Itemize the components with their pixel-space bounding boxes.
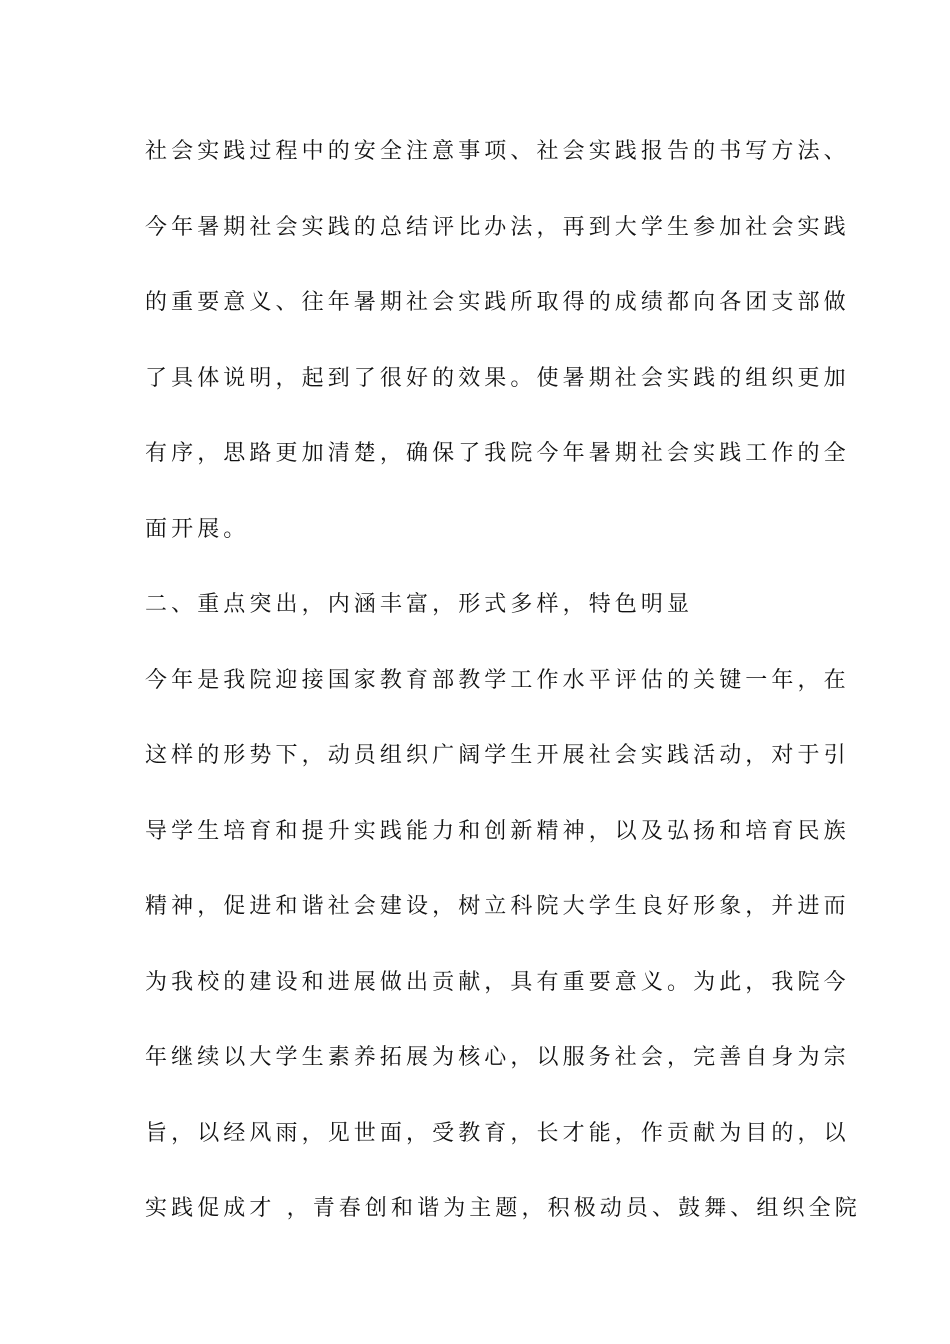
text-line: 的重要意义、往年暑期社会实践所取得的成绩都向各团支部做 <box>145 290 850 315</box>
text-line: 今年暑期社会实践的总结评比办法，再到大学生参加社会实践 <box>145 214 850 240</box>
text-line: 社会实践过程中的安全注意事项、社会实践报告的书写方法、 <box>145 139 850 164</box>
text-line: 旨，以经风雨，见世面，受教育，长才能，作贡献为目的，以 <box>145 1120 850 1146</box>
text-line: 导学生培育和提升实践能力和创新精神，以及弘扬和培育民族 <box>145 818 850 844</box>
section-heading: 二、重点突出，内涵丰富，形式多样，特色明显 <box>145 592 694 617</box>
text-line: 有序，思路更加清楚，确保了我院今年暑期社会实践工作的全 <box>145 441 850 466</box>
text-line: 年继续以大学生素养拓展为核心，以服务社会，完善自身为宗 <box>145 1045 850 1070</box>
text-line: 实践促成才 ，青春创和谐为主题，积极动员、鼓舞、组织全院 <box>145 1196 861 1221</box>
document-body <box>145 130 861 1263</box>
text-line: 面开展。 <box>145 516 250 542</box>
text-line: 了具体说明，起到了很好的效果。使暑期社会实践的组织更加 <box>145 365 850 391</box>
text-line: 为我校的建设和进展做出贡献，具有重要意义。为此，我院今 <box>145 969 850 995</box>
text-line: 精神，促进和谐社会建设，树立科院大学生良好形象，并进而 <box>145 894 850 919</box>
text-line: 这样的形势下，动员组织广阔学生开展社会实践活动，对于引 <box>145 743 850 768</box>
text-line: 今年是我院迎接国家教育部教学工作水平评估的关键一年，在 <box>145 667 850 693</box>
